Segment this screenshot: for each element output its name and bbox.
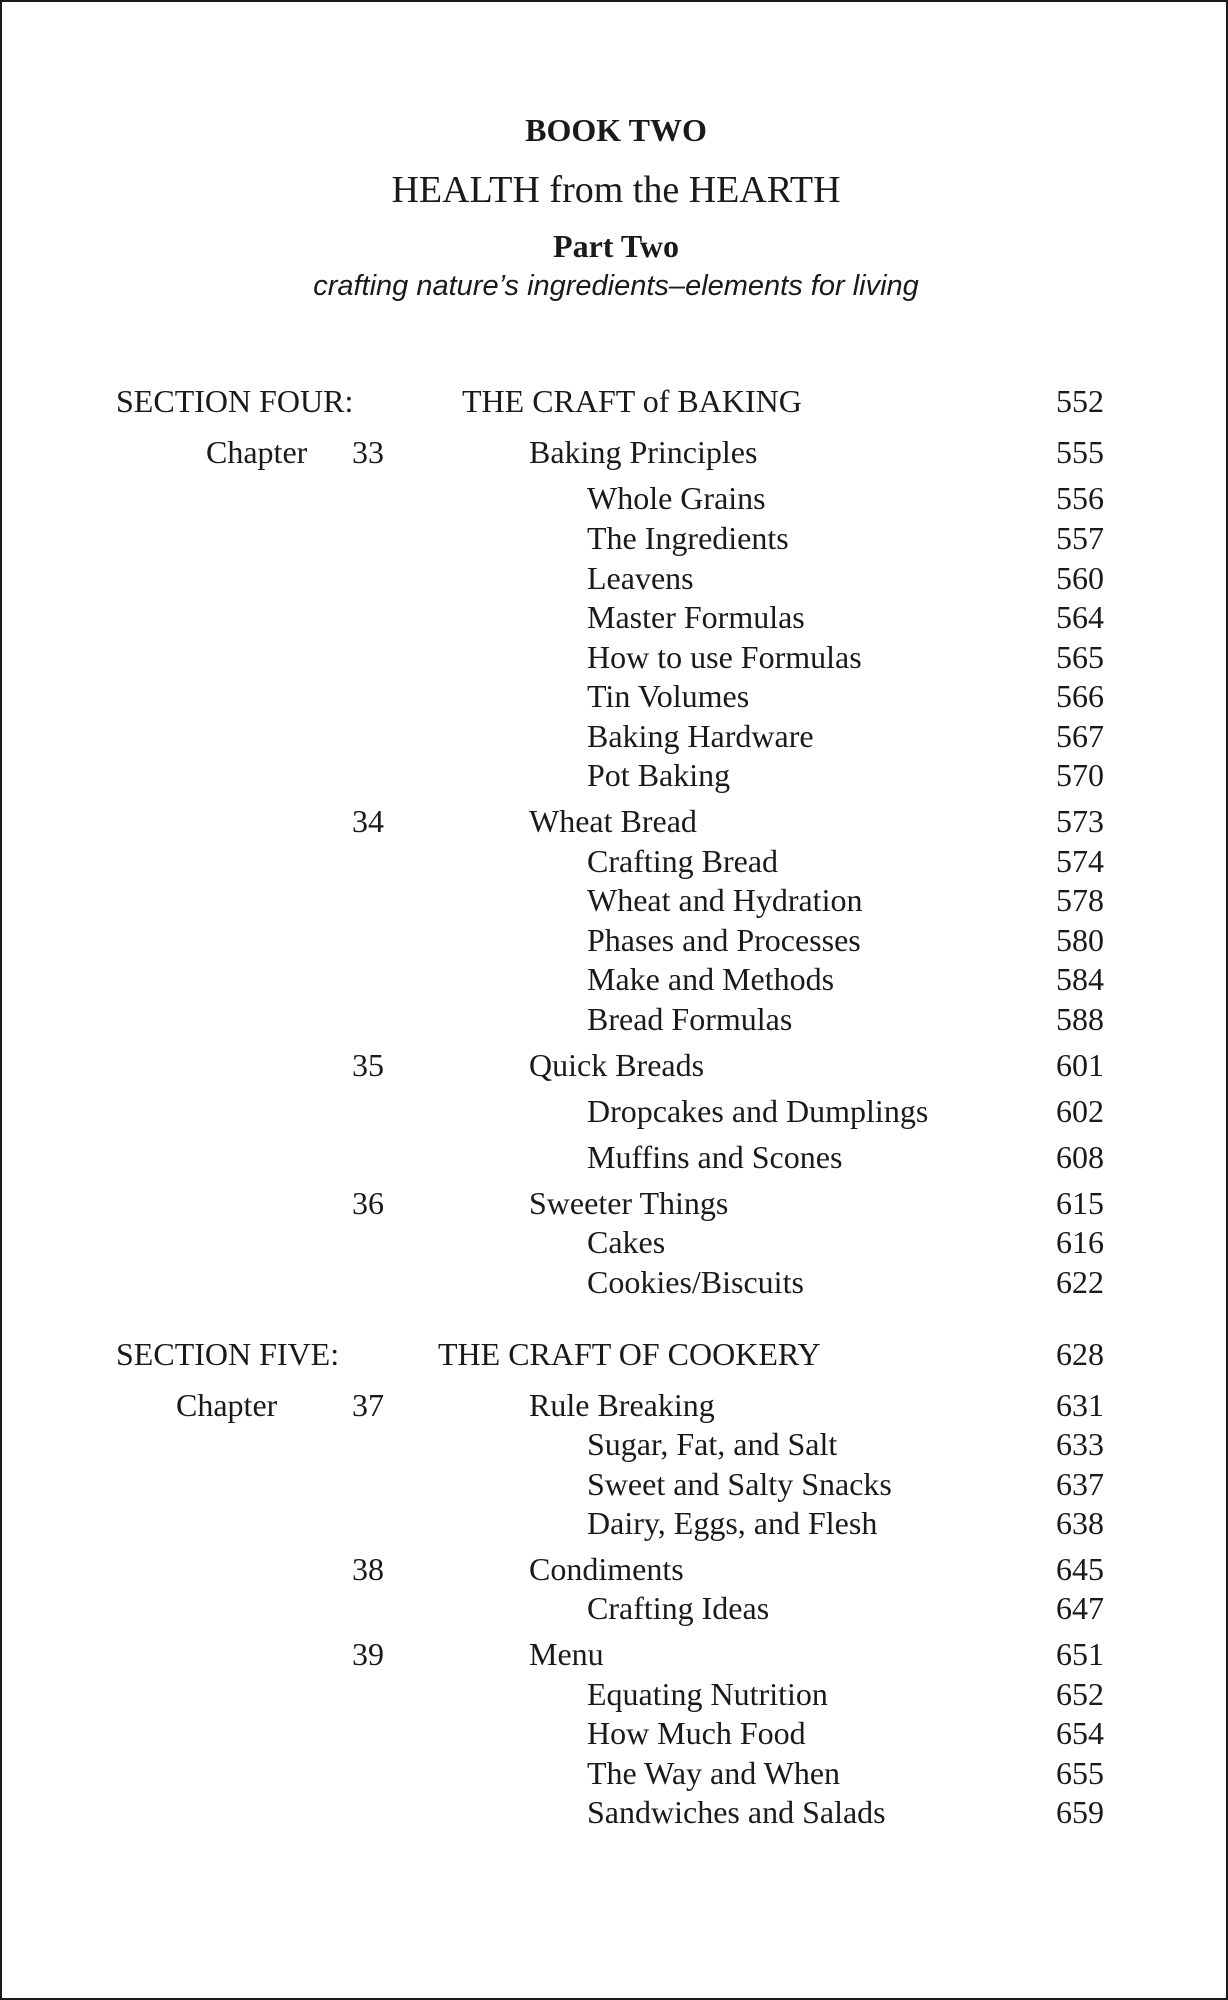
topic-page: 574 (1056, 843, 1104, 879)
topic-title: Sandwiches and Salads (587, 1794, 886, 1830)
topic-page: 578 (1056, 882, 1104, 918)
topic-page: 564 (1056, 599, 1104, 635)
topic-title: Bread Formulas (587, 1001, 793, 1037)
section-page: 552 (1056, 383, 1104, 419)
topic-page: 622 (1056, 1264, 1104, 1300)
topic-title: Dairy, Eggs, and Flesh (587, 1505, 878, 1541)
chapter-title: Sweeter Things (529, 1185, 729, 1221)
topic-title: Baking Hardware (587, 718, 814, 754)
topic-page: 647 (1056, 1590, 1104, 1626)
chapter-page: 573 (1056, 803, 1104, 839)
book-heading: BOOK TWO (525, 112, 707, 148)
topic-page: 588 (1056, 1001, 1104, 1037)
topic-page: 608 (1056, 1139, 1104, 1175)
chapter-number: 36 (352, 1185, 384, 1221)
part-heading: Part Two (553, 228, 679, 264)
topic-title: Cakes (587, 1224, 666, 1260)
topic-title: Leavens (587, 560, 694, 596)
chapter-number: 34 (352, 803, 384, 839)
chapter-page: 651 (1056, 1636, 1104, 1672)
chapter-number: 33 (352, 434, 384, 470)
chapter-page: 631 (1056, 1387, 1104, 1423)
chapter-title: Menu (529, 1636, 604, 1672)
topic-page: 556 (1056, 480, 1104, 516)
chapter-title: Wheat Bread (529, 803, 697, 839)
topic-page: 654 (1056, 1715, 1104, 1751)
section-label: SECTION FIVE: (116, 1336, 340, 1372)
topic-title: Phases and Processes (587, 922, 861, 958)
topic-page: 616 (1056, 1224, 1104, 1260)
chapter-label: Chapter (206, 434, 308, 470)
topic-title: Sugar, Fat, and Salt (587, 1426, 838, 1462)
topic-title: Dropcakes and Dumplings (587, 1093, 929, 1129)
topic-page: 567 (1056, 718, 1104, 754)
section-page: 628 (1056, 1336, 1104, 1372)
topic-title: Crafting Bread (587, 843, 779, 879)
topic-page: 602 (1056, 1093, 1104, 1129)
topic-page: 557 (1056, 520, 1104, 556)
topic-title: Tin Volumes (587, 678, 750, 714)
chapter-title: Rule Breaking (529, 1387, 715, 1423)
topic-title: The Way and When (587, 1755, 841, 1791)
topic-title: Equating Nutrition (587, 1676, 828, 1712)
topic-title: Muffins and Scones (587, 1139, 843, 1175)
section-label: SECTION FOUR: (116, 383, 354, 419)
topic-title: Pot Baking (587, 757, 731, 793)
chapter-number: 35 (352, 1047, 384, 1083)
topic-title: How to use Formulas (587, 639, 862, 675)
topic-title: Whole Grains (587, 480, 766, 516)
topic-page: 655 (1056, 1755, 1104, 1791)
topic-page: 637 (1056, 1466, 1104, 1502)
chapter-page: 615 (1056, 1185, 1104, 1221)
chapter-page: 645 (1056, 1551, 1104, 1587)
topic-page: 570 (1056, 757, 1104, 793)
chapter-title: Condiments (529, 1551, 684, 1587)
topic-title: Master Formulas (587, 599, 805, 635)
topic-page: 580 (1056, 922, 1104, 958)
topic-page: 560 (1056, 560, 1104, 596)
part-subtitle: crafting nature’s ingredients–elements for living (313, 270, 919, 302)
section-title: THE CRAFT of BAKING (462, 383, 802, 419)
section-title: THE CRAFT OF COOKERY (438, 1336, 821, 1372)
chapter-page: 601 (1056, 1047, 1104, 1083)
topic-title: Wheat and Hydration (587, 882, 863, 918)
chapter-page: 555 (1056, 434, 1104, 470)
topic-page: 584 (1056, 961, 1104, 997)
topic-page: 633 (1056, 1426, 1104, 1462)
topic-page: 652 (1056, 1676, 1104, 1712)
topic-page: 659 (1056, 1794, 1104, 1830)
topic-title: Sweet and Salty Snacks (587, 1466, 892, 1502)
chapter-label: Chapter (176, 1387, 278, 1423)
topic-title: How Much Food (587, 1715, 806, 1751)
chapter-title: Baking Principles (529, 434, 758, 470)
chapter-number: 37 (352, 1387, 384, 1423)
topic-title: Cookies/Biscuits (587, 1264, 804, 1300)
topic-title: Make and Methods (587, 961, 835, 997)
topic-page: 566 (1056, 678, 1104, 714)
topic-page: 638 (1056, 1505, 1104, 1541)
chapter-number: 38 (352, 1551, 384, 1587)
topic-page: 565 (1056, 639, 1104, 675)
topic-title: Crafting Ideas (587, 1590, 770, 1626)
topic-title: The Ingredients (587, 520, 789, 556)
chapter-number: 39 (352, 1636, 384, 1672)
chapter-title: Quick Breads (529, 1047, 705, 1083)
book-title: HEALTH from the HEARTH (391, 169, 841, 211)
